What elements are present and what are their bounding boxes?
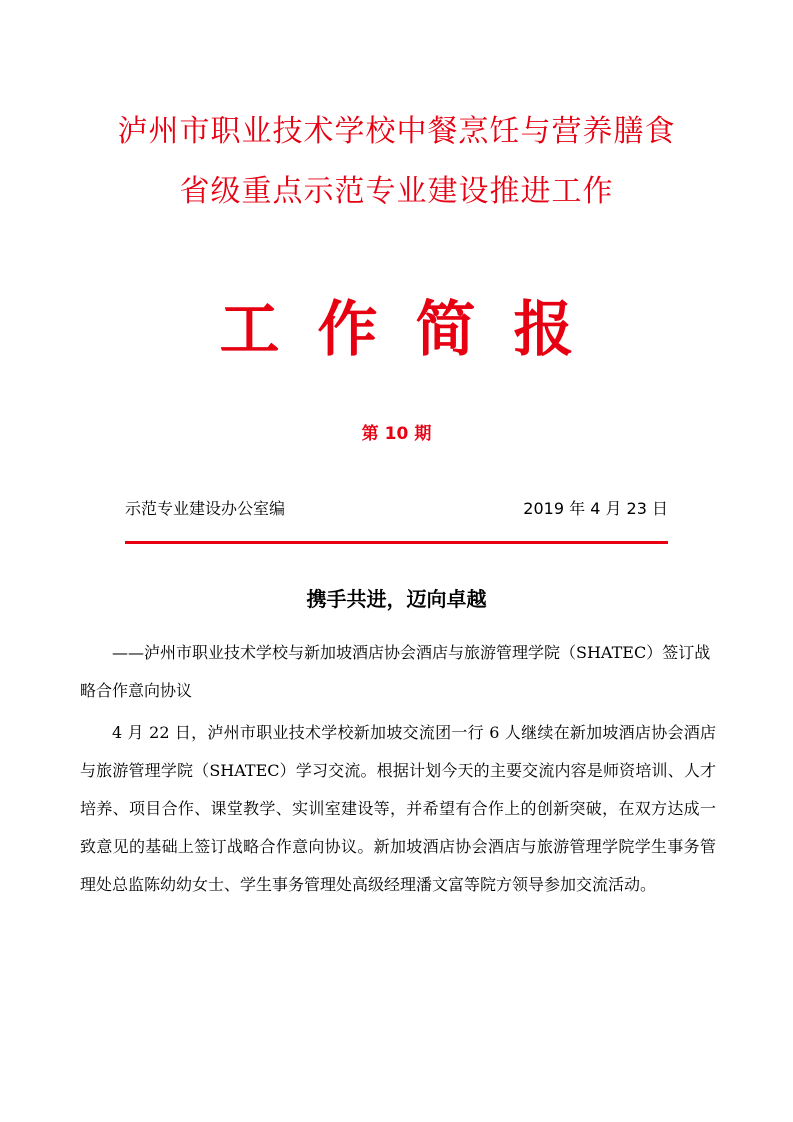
bulletin-title: 工作简报: [219, 295, 612, 365]
meta-row: [125, 496, 668, 522]
article-title: 携手共进，迈向卓越: [306, 587, 487, 611]
publish-date: 2019 年 4 月 23 日: [523, 499, 668, 518]
article-body-paragraph: 4 月 22 日，泸州市职业技术学校新加坡交流团一行 6 人继续在新加坡酒店协会酒店与旅游管理学院（SHATEC）学习交流。根据计划今天的主要交流内容是师资培训、人才培养、项目合作、课堂教学、实训室建设等，并希望有合作上的创新突破，在双方达成一致意见的基础上签订战略合作意向协议。新加坡酒店协会酒店与旅游管理学院学生事务管理处总监陈幼幼女士、学生事务管理处高级经理潘文富等院方领导参加交流活动。: [80, 723, 716, 894]
article-subtitle: ——泸州市职业技术学校与新加坡酒店协会酒店与旅游管理学院（SHATEC）签订战略合作意向协议: [80, 643, 711, 700]
issue-suffix: 期: [414, 424, 432, 444]
issue-number: 10: [384, 424, 409, 444]
issue-prefix: 第: [361, 424, 379, 444]
header-title-line-1: 泸州市职业技术学校中餐烹饪与营养膳食: [117, 114, 676, 149]
editor-label: 示范专业建设办公室编: [125, 499, 286, 518]
issue-number-line: [0, 422, 793, 446]
header-title-line-2: 省级重点示范专业建设推进工作: [179, 174, 614, 209]
red-divider: [125, 541, 668, 544]
